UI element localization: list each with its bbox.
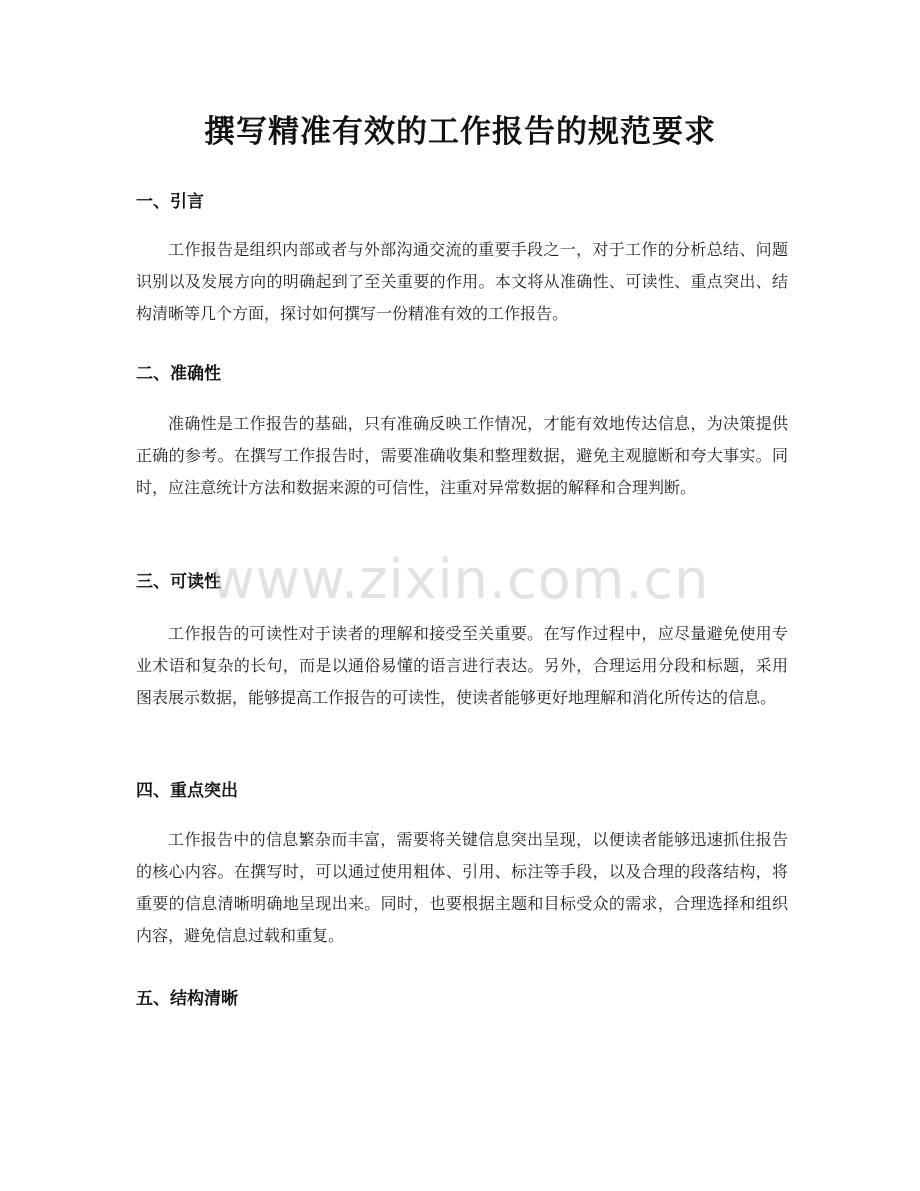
section-paragraph-accuracy: 准确性是工作报告的基础，只有准确反映工作情况，才能有效地传达信息，为决策提供正确的参考。在撰写工作报告时，需要准确收集和整理数据，避免主观臆断和夸大事实。同时，应注意统计方法和数据来源的可信性，注重对异常数据的解释和合理判断。 [136,414,788,497]
watermark-text: www.zixin.com.cn [210,548,710,611]
section-heading-structure: 五、结构清晰 [136,989,238,1009]
section-heading-emphasis: 四、重点突出 [136,781,238,801]
section-paragraph-intro: 工作报告是组织内部或者与外部沟通交流的重要手段之一，对于工作的分析总结、问题识别以及发展方向的明确起到了至关重要的作用。本文将从准确性、可读性、重点突出、结构清晰等几个方面，探讨如何撰写一份精准有效的工作报告。 [136,240,788,323]
section-paragraph-readability: 工作报告的可读性对于读者的理解和接受至关重要。在写作过程中，应尽量避免使用专业术语和复杂的长句，而是以通俗易懂的语言进行表达。另外，合理运用分段和标题，采用图表展示数据，能够提高工作报告的可读性，使读者能够更好地理解和消化所传达的信息。 [136,624,788,707]
section-heading-intro: 一、引言 [136,192,204,212]
section-paragraph-emphasis: 工作报告中的信息繁杂而丰富，需要将关键信息突出呈现，以便读者能够迅速抓住报告的核心内容。在撰写时，可以通过使用粗体、引用、标注等手段，以及合理的段落结构，将重要的信息清晰明确地呈现出来。同时，也要根据主题和目标受众的需求，合理选择和组织内容，避免信息过载和重复。 [136,830,788,945]
section-heading-accuracy: 二、准确性 [136,364,221,384]
document-title: 撰写精准有效的工作报告的规范要求 [204,114,716,150]
section-heading-readability: 三、可读性 [136,572,221,592]
